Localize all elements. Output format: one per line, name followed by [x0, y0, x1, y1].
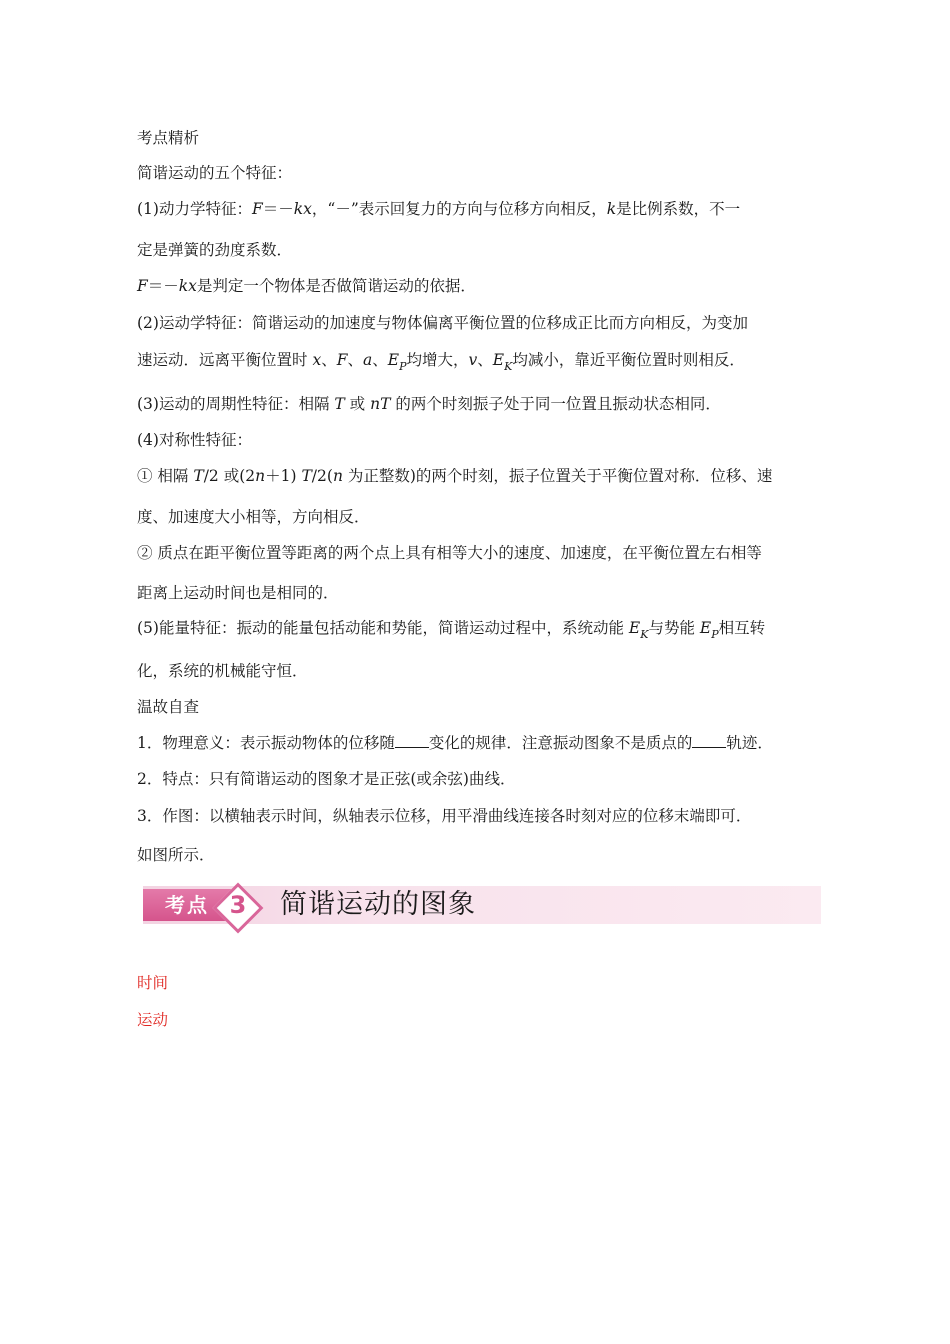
section-banner [143, 886, 821, 924]
review-item2: 2．特点：只有简谐运动的图象才是正弦(或余弦)曲线． [137, 770, 516, 788]
review-item4: 如图所示． [137, 846, 215, 864]
item4-point1-line2: 度、加速度大小相等，方向相反． [137, 508, 370, 526]
item4-point2-line2: 距离上运动时间也是相同的． [137, 584, 339, 602]
item2-line1: (2)运动学特征：简谐运动的加速度与物体偏离平衡位置的位移成正比而方向相反，为变加 [137, 314, 748, 332]
item5-line2: 化，系统的机械能守恒． [137, 662, 308, 680]
answer-1: 时间 [137, 974, 169, 992]
item2-line2: 速运动．远离平衡位置时 x、F、a、$E_P$均增大，v、$E_K$均减小，靠近平衡位置时则相反． [137, 351, 745, 373]
answer-blank-2 [692, 733, 726, 748]
item5-line1: (5)能量特征：振动的能量包括动能和势能，简谐运动过程中，系统动能 $E_K$与势能 $E_P$相互转 [137, 619, 766, 641]
item4-point2-line1: ② 质点在距平衡位置等距离的两个点上具有相等大小的速度、加速度，在平衡位置左右相等 [137, 544, 762, 562]
answer-2: 运动 [137, 1011, 169, 1029]
analysis-heading: 考点精析 [137, 129, 200, 147]
five-features-title: 简谐运动的五个特征： [137, 164, 293, 182]
review-heading: 温故自查 [137, 698, 200, 716]
item1-line1: (1)动力学特征：F＝－kx，“－”表示回复力的方向与位移方向相反，k是比例系数，不一 [137, 200, 741, 218]
criterion-line: F＝－kx是判定一个物体是否做简谐运动的依据． [137, 277, 476, 295]
review-item3: 3．作图：以横轴表示时间，纵轴表示位移，用平滑曲线连接各时刻对应的位移末端即可． [137, 807, 752, 825]
item4-title: (4)对称性特征： [137, 431, 252, 449]
item3-line: (3)运动的周期性特征：相隔 T 或 nT 的两个时刻振子处于同一位置且振动状态相同． [137, 395, 721, 413]
banner-title: 简谐运动的图象 [280, 889, 476, 920]
banner-tag: 考点 [143, 889, 231, 921]
review-item1: 1．物理意义：表示振动物体的位移随 变化的规律．注意振动图象不是质点的 轨迹． [137, 734, 773, 752]
item1-line2: 定是弹簧的劲度系数． [137, 241, 293, 259]
item4-point1-line1: ① 相隔 T/2 或(2n＋1) T/2(n 为正整数)的两个时刻，振子位置关于平衡位置对称．位移、速 [137, 467, 773, 485]
banner-number: 3 [229, 891, 247, 919]
answer-blank-1 [395, 733, 429, 748]
